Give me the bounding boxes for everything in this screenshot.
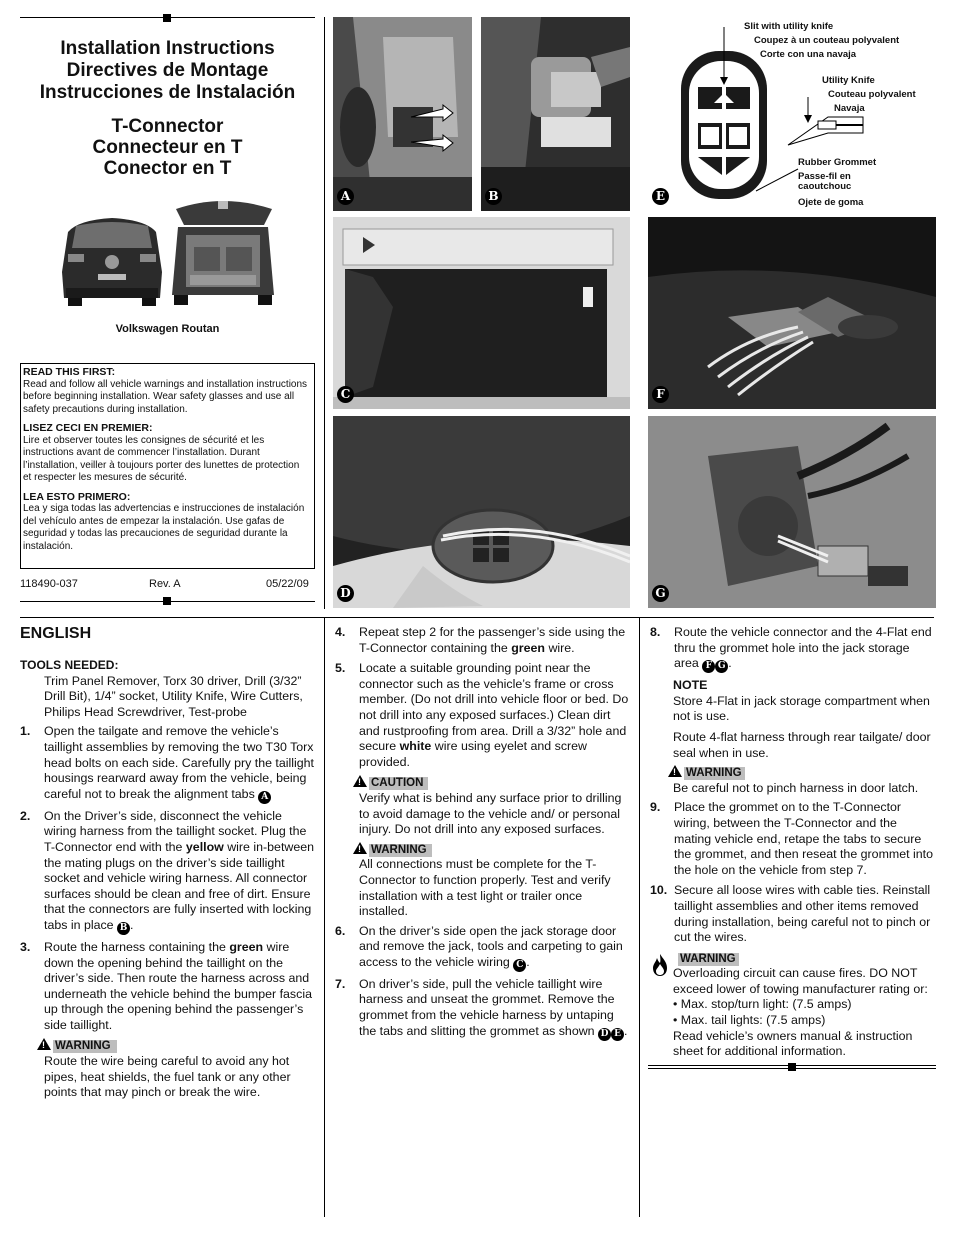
column-divider-2 <box>639 617 640 1217</box>
warning-4-text-b: • Max. stop/turn light: (7.5 amps) <box>673 997 852 1012</box>
step-2: 2. On the Driver’s side, disconnect the vehicle wiring harness from the taillight socket. Plug the T-Connector end with the yellow wire in-between the mating plugs on the driver’s side taillight socket and vehicle wiring harness. All connector surfaces should be clean and free of dirt. Ensure that the connectors are fully inserted with locking tabs in place B . <box>20 808 315 933</box>
fig-e-label-grommet-en: Rubber Grommet <box>798 157 877 168</box>
step-4 <box>335 625 629 656</box>
note-text-2: Route 4-flat harness through rear tailgate/ door seal when in use. <box>673 729 931 760</box>
figure-a-badge: A <box>337 188 354 205</box>
read-first-body-fr: Lire et observer toutes les consignes de sécurité et les instructions avant de commencer l’installation. Durant l’installation, veiller à toujours porter des lunettes de protection et respecter les mesures de sécurité. <box>23 434 300 483</box>
step-2-text-a: On the Driver’s side, disconnect the vehicle wiring harness from the taillight socket. Plug the T-Connector end with the <box>44 808 307 854</box>
step-2-text-b: wire in-between the mating plugs on the driver’s side taillight socket and vehicle wiring harness. All connector surfaces should be clean and free of dirt. Ensure that the connectors are fully inserted with locking tabs in place <box>44 839 315 932</box>
figure-a-photo <box>333 17 472 211</box>
vehicle-open-tailgate-photo <box>168 195 278 308</box>
step-6-text: On the driver’s side open the jack storage door and remove the jack, tools and carpeting to gain access to the vehicle wiring <box>359 923 623 969</box>
meta-rule-marker <box>163 597 171 605</box>
vehicle-rear-photo <box>58 212 166 308</box>
tools-list: Trim Panel Remover, Torx 30 driver, Drill (3/32” Drill Bit), 1/4” socket, Utility Knife, Wire Cutters, Philips Head Screwdriver, Test-probe <box>44 673 303 719</box>
note-text-1: Store 4-Flat in jack storage compartment when not is use. <box>673 693 930 724</box>
fig-e-label-slit-fr: Coupez à un couteau polyvalent <box>754 35 900 46</box>
ref-figure-e-icon: E <box>611 1028 624 1041</box>
read-first-heading-en: READ THIS FIRST: <box>23 366 116 378</box>
figure-d-badge: D <box>337 585 354 602</box>
figure-d-photo <box>333 416 630 608</box>
warning-3 <box>650 765 936 796</box>
step-3-text-b: wire down the opening behind the taillight on the driver’s side. Then route the harness across and underneath the vehicle behind the bumper fascia up through the opening behind the passenger’s side taillight. <box>44 939 312 1032</box>
section-heading-english: ENGLISH <box>20 625 92 642</box>
ref-figure-g-icon: G <box>715 660 728 673</box>
step-8: 8. Route the vehicle connector and the 4-Flat end thru the grommet hole into the jack storage area F G . <box>650 625 932 672</box>
step-9-number: 9. <box>650 800 661 815</box>
warning-icon <box>37 1038 51 1050</box>
title-es: Instrucciones de Instalación <box>39 82 296 103</box>
ref-figure-a-icon: A <box>258 791 271 804</box>
title-en: Installation Instructions <box>60 38 275 59</box>
warning-icon <box>353 842 367 854</box>
fig-e-label-knife-fr: Couteau polyvalent <box>828 89 916 100</box>
fig-e-label-slit-en: Slit with utility knife <box>744 21 834 32</box>
step-8-number: 8. <box>650 625 661 639</box>
note-heading: NOTE <box>673 678 708 693</box>
ref-figure-c-icon: C <box>513 959 526 972</box>
step-5-number: 5. <box>335 661 346 676</box>
step-4-wire-color: green <box>511 640 545 655</box>
step-9-text: Place the grommet on to the T-Connector wiring, between the T-Connector and the mating vehicle end, retape the tabs to secure the grommet, and then reseat the grommet into the hole on the vehicle from step 7. <box>674 800 933 877</box>
figure-f-badge: F <box>652 386 669 403</box>
ref-figure-d-icon: D <box>598 1028 611 1041</box>
figure-b-photo <box>481 17 630 211</box>
step-3-wire-color: green <box>229 939 264 954</box>
warning-icon <box>668 765 682 777</box>
step-2-number: 2. <box>20 808 31 823</box>
ref-figure-b-icon: B <box>117 922 130 935</box>
tools-heading: TOOLS NEEDED: <box>20 658 119 672</box>
step-6-number: 6. <box>335 923 346 938</box>
fig-e-label-slit-es: Corte con una navaja <box>760 49 857 60</box>
figure-f-photo <box>648 217 936 409</box>
figure-e-diagram <box>648 17 936 211</box>
caution-1-text: Verify what is behind any surface prior to drilling to avoid damage to the vehicle and/ or personal injury. Do not drill into any exposed surfaces. <box>359 790 622 837</box>
warning-3-text: Be careful not to pinch harness in door latch. <box>673 780 919 795</box>
warning-2 <box>335 842 629 920</box>
read-first-body-en: Read and follow all vehicle warnings and installation instructions before beginning installation. Wear safety glasses and use all safety precautions during installation. <box>23 378 308 415</box>
step-7: 7. On driver’s side, pull the vehicle taillight wire harness and unseat the grommet. Remove the grommet from the vehicle harness by untaping the tabs and slitting the grommet as shown D E . <box>335 976 628 1039</box>
warning-4 <box>650 951 936 1060</box>
product-title-fr: Connecteur en T <box>92 137 243 158</box>
step-6: 6. On the driver’s side open the jack storage door and remove the jack, tools and carpeting to gain access to the vehicle wiring C . <box>335 923 623 970</box>
fig-e-label-grommet-es: Ojete de goma <box>798 197 864 208</box>
warning-3-label: WARNING <box>684 767 745 780</box>
column-divider-left-top <box>324 17 325 609</box>
step-3 <box>20 940 314 1034</box>
read-first-content <box>23 366 308 553</box>
fig-e-label-grommet-fr-2: caoutchouc <box>798 181 852 192</box>
step-3-text-a: Route the harness containing the <box>44 939 226 954</box>
figure-g-photo <box>648 416 936 608</box>
step-1 <box>20 724 314 803</box>
top-rule-marker <box>163 14 171 22</box>
english-column-2 <box>335 625 629 1046</box>
vehicle-caption: Volkswagen Routan <box>115 323 220 335</box>
figure-c-photo <box>333 217 630 409</box>
caution-1 <box>335 775 629 837</box>
warning-2-label: WARNING <box>369 844 432 857</box>
fig-e-label-knife-es: Navaja <box>834 103 865 114</box>
note-block <box>650 678 936 761</box>
fire-icon <box>650 953 670 977</box>
step-10-number: 10. <box>650 883 668 898</box>
step-7-number: 7. <box>335 976 346 991</box>
step-4-text-a: Repeat step 2 for the passenger’s side using the T-Connector containing the <box>359 625 626 655</box>
caution-icon <box>353 775 367 787</box>
end-rule <box>650 1065 936 1069</box>
fig-e-label-knife-en: Utility Knife <box>822 75 875 86</box>
step-10 <box>650 883 936 945</box>
read-first-heading-fr: LISEZ CECI EN PREMIER: <box>23 422 153 434</box>
warning-4-text-c: • Max. tail lights: (7.5 amps) <box>673 1013 826 1028</box>
document-date: 05/22/09 <box>266 578 309 590</box>
step-4-number: 4. <box>335 625 346 639</box>
warning-4-text-d: Read vehicle’s owners manual & instruction sheet for additional information. <box>673 1028 913 1059</box>
warning-2-text: All connections must be complete for the T-Connector to function properly. Test and verify installation with a test light or trailer once installed. <box>359 857 611 919</box>
column-divider-1 <box>324 617 325 1217</box>
product-title-en: T-Connector <box>111 116 224 137</box>
step-5-text-b: wire using eyelet and screw provided. <box>359 739 587 769</box>
warning-4-text-a: Overloading circuit can cause fires. DO NOT exceed lower of towing manufacturer rating or: <box>673 966 928 996</box>
step-10-text: Secure all loose wires with cable ties. Reinstall taillight assemblies and other items removed during installation, being careful not to pinch or cut the wires. <box>674 883 931 945</box>
read-first-body-es: Lea y siga todas las advertencias e instrucciones de instalación del vehículo antes de empezar la instalación. Use gafas de seguridad y todas las precauciones de seguridad durante la instalación. <box>23 503 305 552</box>
step-5-text-a: Locate a suitable grounding point near the connector such as the vehicle’s frame or cross member. (Do not drill into vehicle floor or bed. Do not drill into any exposed surfaces.) Clean dirt and rustproofing from area. Drill a 3/32” hole and secure <box>359 661 629 754</box>
figure-b-badge: B <box>485 188 502 205</box>
step-9 <box>650 800 936 878</box>
warning-1-text: Route the wire being careful to avoid any hot pipes, heat shields, the fuel tank or any other points that may pinch or break the wire. <box>44 1054 291 1100</box>
part-number: 118490-037 <box>20 578 78 590</box>
section-rule <box>20 617 934 618</box>
warning-1-label: WARNING <box>53 1040 117 1053</box>
step-4-text-b: wire. <box>548 640 575 655</box>
step-1-number: 1. <box>20 724 31 739</box>
warning-4-label: WARNING <box>678 953 739 966</box>
step-5 <box>335 661 629 770</box>
caution-1-label: CAUTION <box>369 777 428 790</box>
english-column-1 <box>20 658 314 1101</box>
ref-figure-f-icon: F <box>702 660 715 673</box>
english-column-3 <box>650 625 936 1069</box>
product-title-es: Conector en T <box>103 158 232 179</box>
warning-1 <box>20 1038 314 1100</box>
step-2-wire-color: yellow <box>185 839 224 854</box>
step-7-text: On driver’s side, pull the vehicle taillight wire harness and unseat the grommet. Remove the grommet from the vehicle harness by untaping the tabs and slitting the grommet as shown <box>359 976 615 1038</box>
figure-g-badge: G <box>652 585 669 602</box>
step-5-wire-color: white <box>399 739 432 754</box>
fig-e-label-grommet-fr: Passe-fil en <box>798 171 851 182</box>
read-first-heading-es: LEA ESTO PRIMERO: <box>23 490 131 503</box>
step-3-number: 3. <box>20 939 31 954</box>
figure-c-badge: C <box>337 386 354 403</box>
step-1-text: Open the tailgate and remove the vehicle’s taillight assemblies by removing the two T30 Torx head bolts on each side. Carefully pry the taillight housings rearward away from the vehicle, being careful not to break the alignment tabs <box>44 724 314 801</box>
figure-e-badge: E <box>652 188 669 205</box>
revision: Rev. A <box>149 578 181 590</box>
step-8-text: Route the vehicle connector and the 4-Flat end thru the grommet hole into the jack storage area <box>674 625 932 671</box>
title-fr: Directives de Montage <box>66 60 269 81</box>
